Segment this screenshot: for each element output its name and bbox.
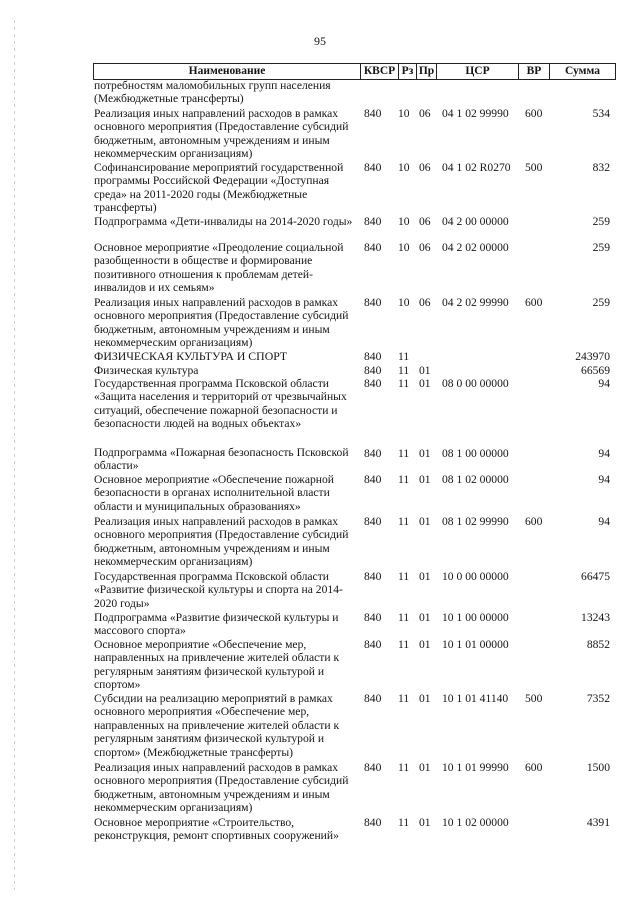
row-kvsr: 840 (364, 350, 382, 363)
table-header (93, 63, 616, 80)
row-rz: 11 (398, 611, 410, 624)
row-sum: 66569 (581, 364, 610, 377)
row-csr: 10 1 01 99990 (442, 761, 509, 774)
row-sum: 7352 (586, 692, 610, 705)
row-csr: 10 0 00 00000 (442, 570, 509, 583)
row-csr: 04 2 02 99990 (442, 296, 509, 309)
row-rz: 10 (398, 241, 410, 254)
row-rz: 11 (398, 364, 410, 377)
row-csr: 04 2 02 00000 (442, 241, 509, 254)
row-kvsr: 840 (364, 241, 382, 254)
row-pr: 06 (419, 215, 431, 228)
row-sum: 94 (598, 377, 610, 390)
row-csr: 10 1 00 00000 (442, 611, 509, 624)
header-vr: ВР (526, 65, 542, 77)
row-kvsr: 840 (364, 215, 382, 228)
row-name: Реализация иных направлений расходов в рамках основного мероприятия (Предоставление субсидий бюджетным, автономным учреждениям и иным некоммерческим организациям) (94, 761, 349, 815)
row-name: Подпрограмма «Развитие физической культуры и массового спорта» (94, 611, 339, 638)
row-kvsr: 840 (364, 364, 382, 377)
row-kvsr: 840 (364, 515, 382, 528)
row-pr: 06 (419, 107, 431, 120)
row-rz: 11 (398, 761, 410, 774)
row-rz: 10 (398, 107, 410, 120)
row-sum: 259 (592, 215, 610, 228)
row-name: ФИЗИЧЕСКАЯ КУЛЬТУРА И СПОРТ (94, 349, 288, 363)
row-sum: 94 (598, 473, 610, 486)
row-name: Реализация иных направлений расходов в рамках основного мероприятия (Предоставление субсидий бюджетным, автономным учреждениям и иным некоммерческим организациям) (94, 107, 349, 161)
row-sum: 94 (598, 515, 610, 528)
row-pr: 01 (419, 377, 431, 390)
row-rz: 11 (398, 473, 410, 486)
row-csr: 08 1 02 99990 (442, 515, 509, 528)
row-kvsr: 840 (364, 761, 382, 774)
row-csr: 10 1 02 00000 (442, 816, 509, 829)
header-rz: Рз (401, 65, 414, 77)
row-kvsr: 840 (364, 816, 382, 829)
row-sum: 1500 (586, 761, 610, 774)
row-name: Основное мероприятие «Обеспечение мер, направленных на привлечение жителей области к регулярным занятиям физической культурой и спортом» (94, 638, 340, 692)
row-rz: 11 (398, 692, 410, 705)
row-vr: 600 (525, 296, 543, 309)
row-pr: 01 (419, 761, 431, 774)
row-name: Государственная программа Псковской области «Развитие физической культуры и спорта на 2014-2020 годы» (94, 570, 343, 610)
row-csr: 10 1 01 00000 (442, 638, 509, 651)
row-sum: 259 (592, 241, 610, 254)
row-kvsr: 840 (364, 473, 382, 486)
row-sum: 66475 (581, 570, 610, 583)
row-sum: 13243 (581, 611, 610, 624)
row-sum: 832 (592, 161, 610, 174)
row-rz: 11 (398, 638, 410, 651)
row-rz: 11 (398, 350, 410, 363)
header-pr: Пр (418, 65, 435, 77)
row-sum: 534 (592, 107, 610, 120)
row-pr: 01 (419, 692, 431, 705)
row-rz: 11 (398, 570, 410, 583)
row-kvsr: 840 (364, 611, 382, 624)
page-number: 95 (314, 34, 326, 48)
row-kvsr: 840 (364, 638, 382, 651)
row-csr: 04 2 00 00000 (442, 215, 509, 228)
row-rz: 10 (398, 161, 410, 174)
row-name: Основное мероприятие «Преодоление социальной разобщенности в обществе и формирование позитивного отношения к проблемам детей-инвалидов и их семьям» (94, 241, 344, 295)
row-name: потребностям маломобильных групп населения (Межбюджетные трансферты) (94, 79, 331, 106)
row-csr: 08 1 00 00000 (442, 447, 509, 460)
row-pr: 01 (419, 638, 431, 651)
row-pr: 01 (419, 611, 431, 624)
row-kvsr: 840 (364, 377, 382, 390)
scan-edge-artifact (14, 20, 15, 890)
row-kvsr: 840 (364, 296, 382, 309)
row-name: Подпрограмма «Дети-инвалиды на 2014-2020 годы» (94, 215, 353, 228)
row-csr: 04 1 02 99990 (442, 107, 509, 120)
row-pr: 01 (419, 816, 431, 829)
row-rz: 11 (398, 816, 410, 829)
row-pr: 01 (419, 364, 431, 377)
row-pr: 01 (419, 447, 431, 460)
row-rz: 11 (398, 377, 410, 390)
row-csr: 04 1 02 R0270 (442, 161, 511, 174)
row-csr: 08 1 02 00000 (442, 473, 509, 486)
row-name: Подпрограмма «Пожарная безопасность Псковской области» (94, 446, 349, 473)
row-name: Субсидии на реализацию мероприятий в рамках основного мероприятия «Обеспечение мер, направленных на привлечение жителей области к регулярным занятиям физической культурой и спортом» (Межбюджетные трансферты) (94, 692, 340, 759)
row-name: Основное мероприятие «Обеспечение пожарной безопасности в органах исполнительной власти области и муниципальных образованиях» (94, 473, 334, 513)
row-kvsr: 840 (364, 570, 382, 583)
row-pr: 06 (419, 296, 431, 309)
row-rz: 11 (398, 515, 410, 528)
row-rz: 11 (398, 447, 410, 460)
row-vr: 600 (525, 107, 543, 120)
row-name: Государственная программа Псковской области «Защита населения и территорий от чрезвычайных ситуаций, обеспечение пожарной безопасности и безопасности людей на водных объектах» (94, 377, 347, 431)
row-name: Физическая культура (94, 364, 199, 377)
row-sum: 4391 (586, 816, 610, 829)
row-pr: 06 (419, 241, 431, 254)
row-pr: 01 (419, 515, 431, 528)
row-vr: 500 (525, 161, 543, 174)
row-sum: 243970 (575, 350, 610, 363)
header-kvsr: КВСР (363, 65, 396, 77)
header-sum: Сумма (565, 65, 600, 77)
row-pr: 01 (419, 570, 431, 583)
header-name: Наименование (188, 65, 266, 77)
row-vr: 600 (525, 761, 543, 774)
row-name: Реализация иных направлений расходов в рамках основного мероприятия (Предоставление субсидий бюджетным, автономным учреждениям и иным некоммерческим организациям) (94, 296, 349, 350)
header-csr: ЦСР (465, 65, 490, 77)
row-vr: 500 (525, 692, 543, 705)
row-kvsr: 840 (364, 107, 382, 120)
row-rz: 10 (398, 296, 410, 309)
row-sum: 259 (592, 296, 610, 309)
row-pr: 01 (419, 473, 431, 486)
row-pr: 06 (419, 161, 431, 174)
row-kvsr: 840 (364, 447, 382, 460)
row-kvsr: 840 (364, 161, 382, 174)
row-name: Основное мероприятие «Строительство, реконструкция, ремонт спортивных сооружений» (94, 816, 339, 843)
row-csr: 08 0 00 00000 (442, 377, 509, 390)
row-csr: 10 1 01 41140 (442, 692, 509, 705)
row-rz: 10 (398, 215, 410, 228)
row-sum: 8852 (586, 638, 610, 651)
row-name: Реализация иных направлений расходов в рамках основного мероприятия (Предоставление субсидий бюджетным, автономным учреждениям и иным некоммерческим организациям) (94, 515, 349, 569)
row-vr: 600 (525, 515, 543, 528)
row-name: Софинансирование мероприятий государственной программы Российской Федерации «Доступная среда» на 2011-2020 годы (Межбюджетные трансферты) (94, 161, 344, 215)
row-kvsr: 840 (364, 692, 382, 705)
row-sum: 94 (598, 447, 610, 460)
